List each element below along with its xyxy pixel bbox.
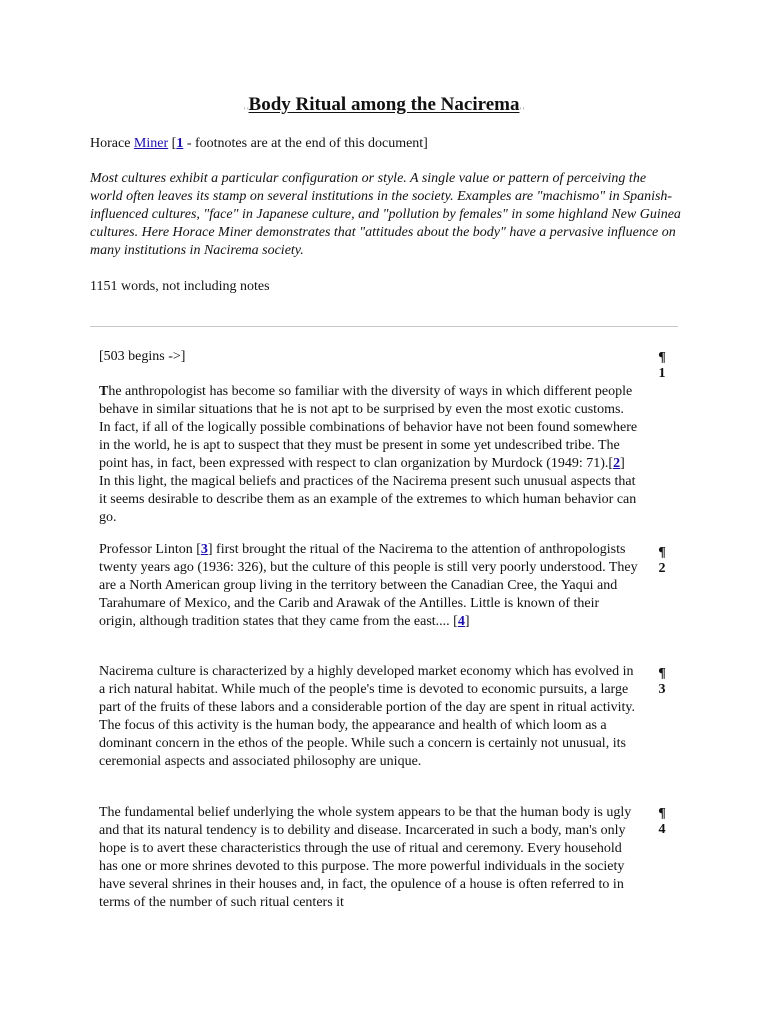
paragraph-marker-2 [655,545,669,577]
paragraph-marker-1 [655,350,669,382]
page-begin-marker: [503 begins ->] [99,349,186,364]
pilcrow-icon: ¶ [658,545,666,560]
page-title: Body Ritual among the Nacirema [248,94,520,115]
paragraph-2-text-a: Professor Linton [ [99,542,201,557]
paragraph-2 [99,541,639,631]
paragraph-1-text-a: he anthropologist has become so familiar with the diversity of ways in which different people behave in similar situations that he is not apt to be surprised by even the most exotic customs. In fact, if all of the logically possible combinations of behavior have not been found somewhere in the world, he is apt to suspect that they must be present in some yet undescribed tribe. The point has, in fact, been expressed with respect to clan organization by Murdock (1949: 71).[ [99,384,638,471]
pilcrow-icon: ¶ [658,350,666,365]
footnote-link-3[interactable]: 3 [200,542,208,557]
abstract: Most cultures exhibit a particular configuration or style. A single value or pattern of perceiving the world often leaves its stamp on several institutions in the society. Examples are "machismo" in Spanish-influenced cultures, "face" in Japanese culture, and "pollution by females" in some highland New Guinea cultures. Here Horace Miner demonstrates that "attitudes about the body" have a pervasive influence on many institutions in Nacirema society. [90,171,681,258]
title-quote-right: ' ' [519,106,525,115]
author-link-miner[interactable]: Miner [133,136,169,151]
pilcrow-icon: ¶ [658,666,666,681]
paragraph-3: Nacirema culture is characterized by a highly developed market economy which has evolved in a rich natural habitat. While much of the people's time is devoted to economic pursuits, a large part of the fruits of these labors and a considerable portion of the day are spent in ritual activity. The focus of this activity is the human body, the appearance and health of which loom as a dominant concern in the ethos of the people. While such a concern is certainly not unusual, its ceremonial aspects and associated philosophy are unique. [99,664,635,769]
word-count: 1151 words, not including notes [90,279,270,294]
paragraph-number-4: 4 [658,822,666,837]
paragraph-1-text-b: ] In this light, the magical beliefs and practices of the Nacirema present such unusual aspects that it seems desirable to describe them as an example of the extremes to which human behavior can go. [99,456,637,525]
paragraph-1 [99,383,639,527]
pilcrow-icon: ¶ [658,806,666,821]
footnote-link-4[interactable]: 4 [457,614,465,629]
paragraph-4: The fundamental belief underlying the whole system appears to be that the human body is ugly and that its natural tendency is to debility and disease. Incarcerated in such a body, man's only hope is to avert these characteristics through the use of ritual and ceremony. Every household has one or more shrines devoted to this purpose. The more powerful individuals in the society have several shrines in their houses and, in fact, the opulence of a house is often referred to in terms of the number of such ritual centers it [99,805,632,910]
paragraph-2-text-c: ] [464,614,470,629]
paragraph-number-1: 1 [658,366,666,381]
paragraph-marker-4 [655,806,669,838]
author-line [90,135,690,153]
paragraph-marker-3 [655,666,669,698]
title-row [0,93,768,118]
title-quote-left: ' ' [243,106,249,115]
paragraph-1-first-letter: T [99,384,109,399]
author-prefix: Horace [90,136,134,151]
paragraph-2-text-b: ] first brought the ritual of the Nacirema to the attention of anthropologists twenty years ago (1936: 326), but the culture of this people is still very poorly understood. They are a North American group living in the territory between the Canadian Cree, the Yaqui and Tarahumare of Mexico, and the Carib and Arawak of the Antilles. Little is known of their origin, although tradition states that they came from the east.... [ [99,542,638,629]
author-footnote-note: - footnotes are at the end of this document] [183,136,428,151]
section-divider [90,326,678,327]
footnote-link-1[interactable]: 1 [176,136,184,151]
footnote-link-2[interactable]: 2 [613,456,621,471]
author-bracket: [ [168,136,177,151]
paragraph-number-2: 2 [658,561,666,576]
paragraph-number-3: 3 [658,682,666,697]
